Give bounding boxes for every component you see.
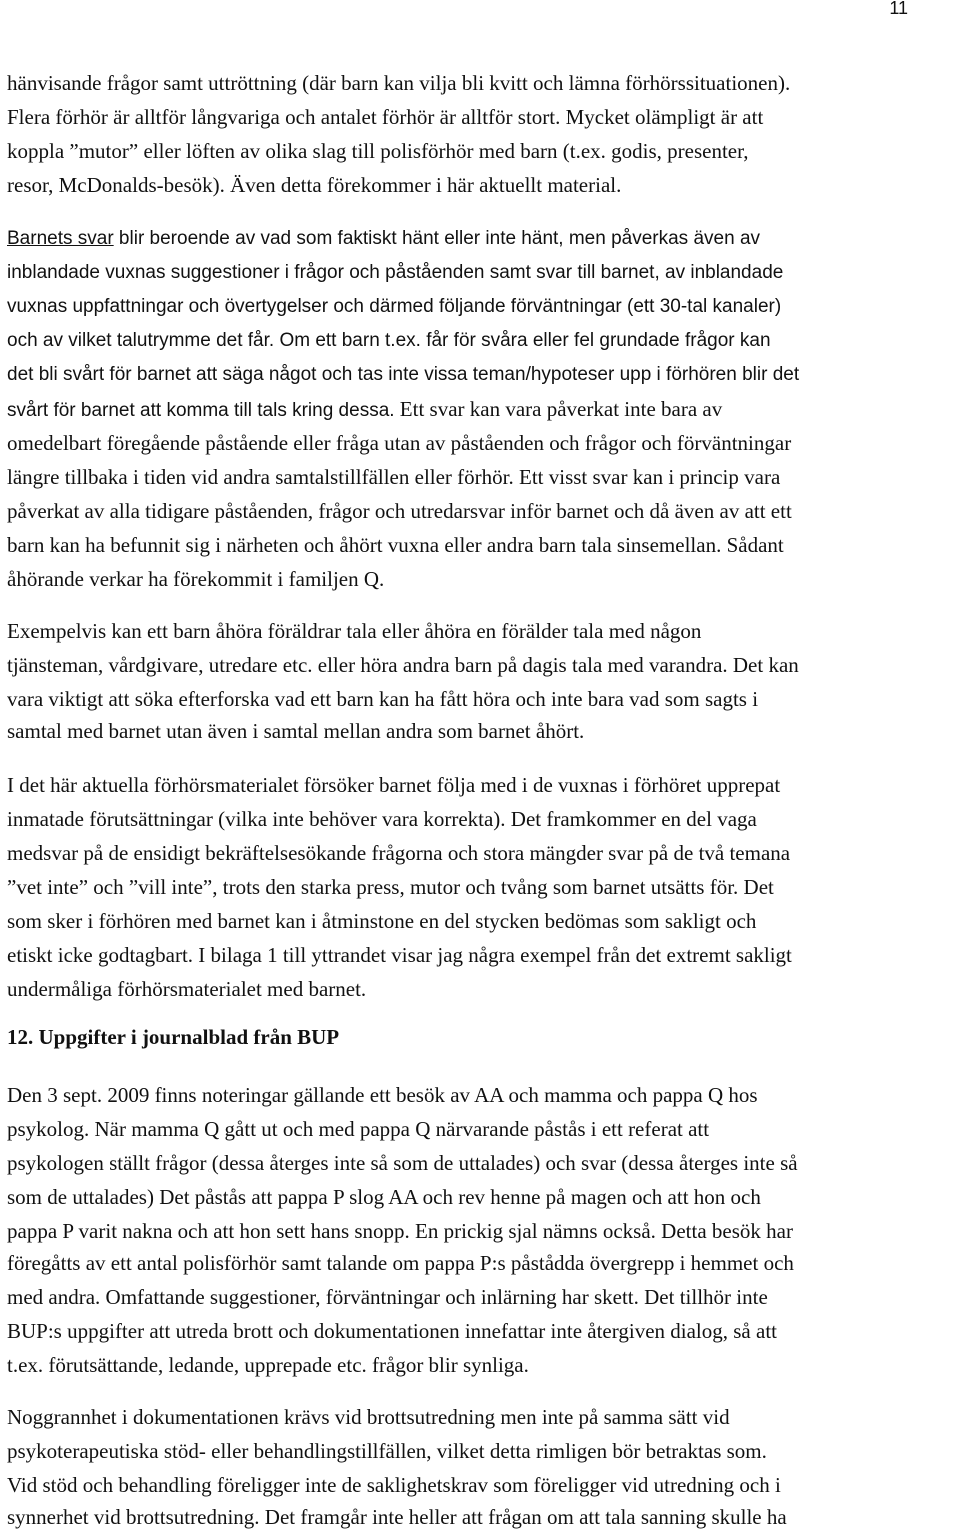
paragraph-3-line: samtal med barnet utan även i samtal mellan andra som barnet åhört.	[7, 719, 585, 743]
paragraph-5-line: BUP:s uppgifter att utreda brott och dokumentationen innefattar inte återgiven dialog, så att	[7, 1319, 777, 1343]
paragraph-6-line: Noggrannhet i dokumentationen krävs vid brottsutredning men inte på samma sätt vid	[7, 1405, 730, 1429]
paragraph-2-line-text: Ett svar kan vara påverkat inte bara av	[394, 397, 723, 421]
paragraph-4-line: medsvar på de ensidigt bekräftelsesökande frågorna och stora mängder svar på de två temana	[7, 841, 791, 865]
paragraph-4-line: ”vet inte” och ”vill inte”, trots den starka press, mutor och tvång som barnet utsätts för. Det	[7, 875, 774, 899]
paragraph-2-line	[7, 226, 760, 252]
page-number: 11	[889, 0, 908, 18]
paragraph-2-line: omedelbart föregående påstående eller fråga utan av påståenden och frågor och förväntningar	[7, 431, 792, 455]
paragraph-5-line: psykolog. När mamma Q gått ut och med pappa Q närvarande påstås i ett referat att	[7, 1117, 710, 1141]
paragraph-2-line: inblandade vuxnas suggestioner i frågor och påståenden samt svar till barnet, av inblandade	[7, 262, 784, 283]
paragraph-6-line: synnerhet vid brottsutredning. Det framgår inte heller att frågan om att tala sanning skulle ha	[7, 1505, 787, 1529]
paragraph-2-line: barn kan ha befunnit sig i närheten och åhört vuxna eller andra barn tala sinsemellan. Sådant	[7, 533, 784, 557]
paragraph-5-line: med andra. Omfattande suggestioner, förväntningar och inlärning har skett. Det tillhör inte	[7, 1285, 768, 1309]
paragraph-2-line	[7, 396, 722, 424]
paragraph-2-line-text: blir beroende av vad som faktiskt hänt eller inte hänt, men påverkas även av	[113, 228, 761, 249]
paragraph-3-line: Exempelvis kan ett barn åhöra föräldrar tala eller åhöra en förälder tala med någon	[7, 619, 702, 643]
paragraph-2-line: och av vilket talutrymme det får. Om ett barn t.ex. får för svåra eller fel grundade frågor kan	[7, 330, 771, 351]
paragraph-5-line: t.ex. förutsättande, ledande, upprepade etc. frågor blir synliga.	[7, 1353, 529, 1377]
paragraph-6-line: Vid stöd och behandling föreligger inte de saklighetskrav som föreligger vid utredning och i	[7, 1473, 781, 1497]
paragraph-4-line: som sker i förhören med barnet kan i åtminstone en del stycken bedömas som sakligt och	[7, 909, 757, 933]
paragraph-5-line: psykologen ställt frågor (dessa återges inte så som de uttalades) och svar (dessa återges inte så	[7, 1151, 798, 1175]
paragraph-5-line: som de uttalades) Det påstås att pappa P slog AA och rev henne på magen och att hon och	[7, 1185, 761, 1209]
paragraph-5-line: Den 3 sept. 2009 finns noteringar gällande ett besök av AA och mamma och pappa Q hos	[7, 1083, 758, 1107]
section-heading: 12. Uppgifter i journalblad från BUP	[7, 1025, 340, 1049]
underlined-term: Barnets svar	[7, 228, 114, 249]
paragraph-4-line: etiskt icke godtagbart. I bilaga 1 till yttrandet visar jag några exempel från det extremt sakligt	[7, 943, 792, 967]
paragraph-1-line: Flera förhör är alltför långvariga och antalet förhör är alltför stort. Mycket olämpligt är att	[7, 105, 764, 129]
paragraph-4-line: I det här aktuella förhörsmaterialet försöker barnet följa med i de vuxnas i förhöret upprepat	[7, 773, 781, 797]
paragraph-3-line: tjänsteman, vårdgivare, utredare etc. eller höra andra barn på dagis tala med varandra. Det kan	[7, 653, 799, 677]
paragraph-6-line: psykoterapeutiska stöd- eller behandlingstillfällen, vilket detta rimligen bör betraktas som.	[7, 1439, 767, 1463]
paragraph-4-line: inmatade förutsättningar (vilka inte behöver vara korrekta). Det framkommer en del vaga	[7, 807, 757, 831]
paragraph-5-line: föregåtts av ett antal polisförhör samt talande om pappa P:s påstådda övergrepp i hemmet och	[7, 1251, 794, 1275]
paragraph-1-line: hänvisande frågor samt uttröttning (där barn kan vilja bli kvitt och lämna förhörssituationen).	[7, 71, 791, 95]
paragraph-2-line: påverkat av alla tidigare påståenden, frågor och utredarsvar inför barnet och då även av att ett	[7, 499, 792, 523]
paragraph-5-line: pappa P varit nakna och att hon sett hans snopp. En prickig sjal nämns också. Detta besök har	[7, 1219, 793, 1243]
paragraph-2-line: åhörande verkar ha förekommit i familjen Q.	[7, 567, 385, 591]
paragraph-1-line: resor, McDonalds-besök). Även detta förekommer i här aktuellt material.	[7, 173, 622, 197]
paragraph-2-line: det bli svårt för barnet att säga något och tas inte vissa teman/hypoteser upp i förhören blir det	[7, 364, 800, 385]
paragraph-4-line: undermåliga förhörsmaterialet med barnet.	[7, 977, 367, 1001]
paragraph-2-line: vuxnas uppfattningar och övertygelser och därmed följande förväntningar (ett 30-tal kanaler)	[7, 296, 782, 317]
paragraph-2-line-text: svårt för barnet att komma till tals kring dessa.	[7, 400, 395, 421]
paragraph-2-line: längre tillbaka i tiden vid andra samtalstillfällen eller förhör. Ett visst svar kan i princip vara	[7, 465, 781, 489]
paragraph-1-line: koppla ”mutor” eller löften av olika slag till polisförhör med barn (t.ex. godis, presenter,	[7, 139, 749, 163]
paragraph-3-line: vara viktigt att söka efterforska vad ett barn kan ha fått höra och inte bara vad som sagts i	[7, 687, 759, 711]
